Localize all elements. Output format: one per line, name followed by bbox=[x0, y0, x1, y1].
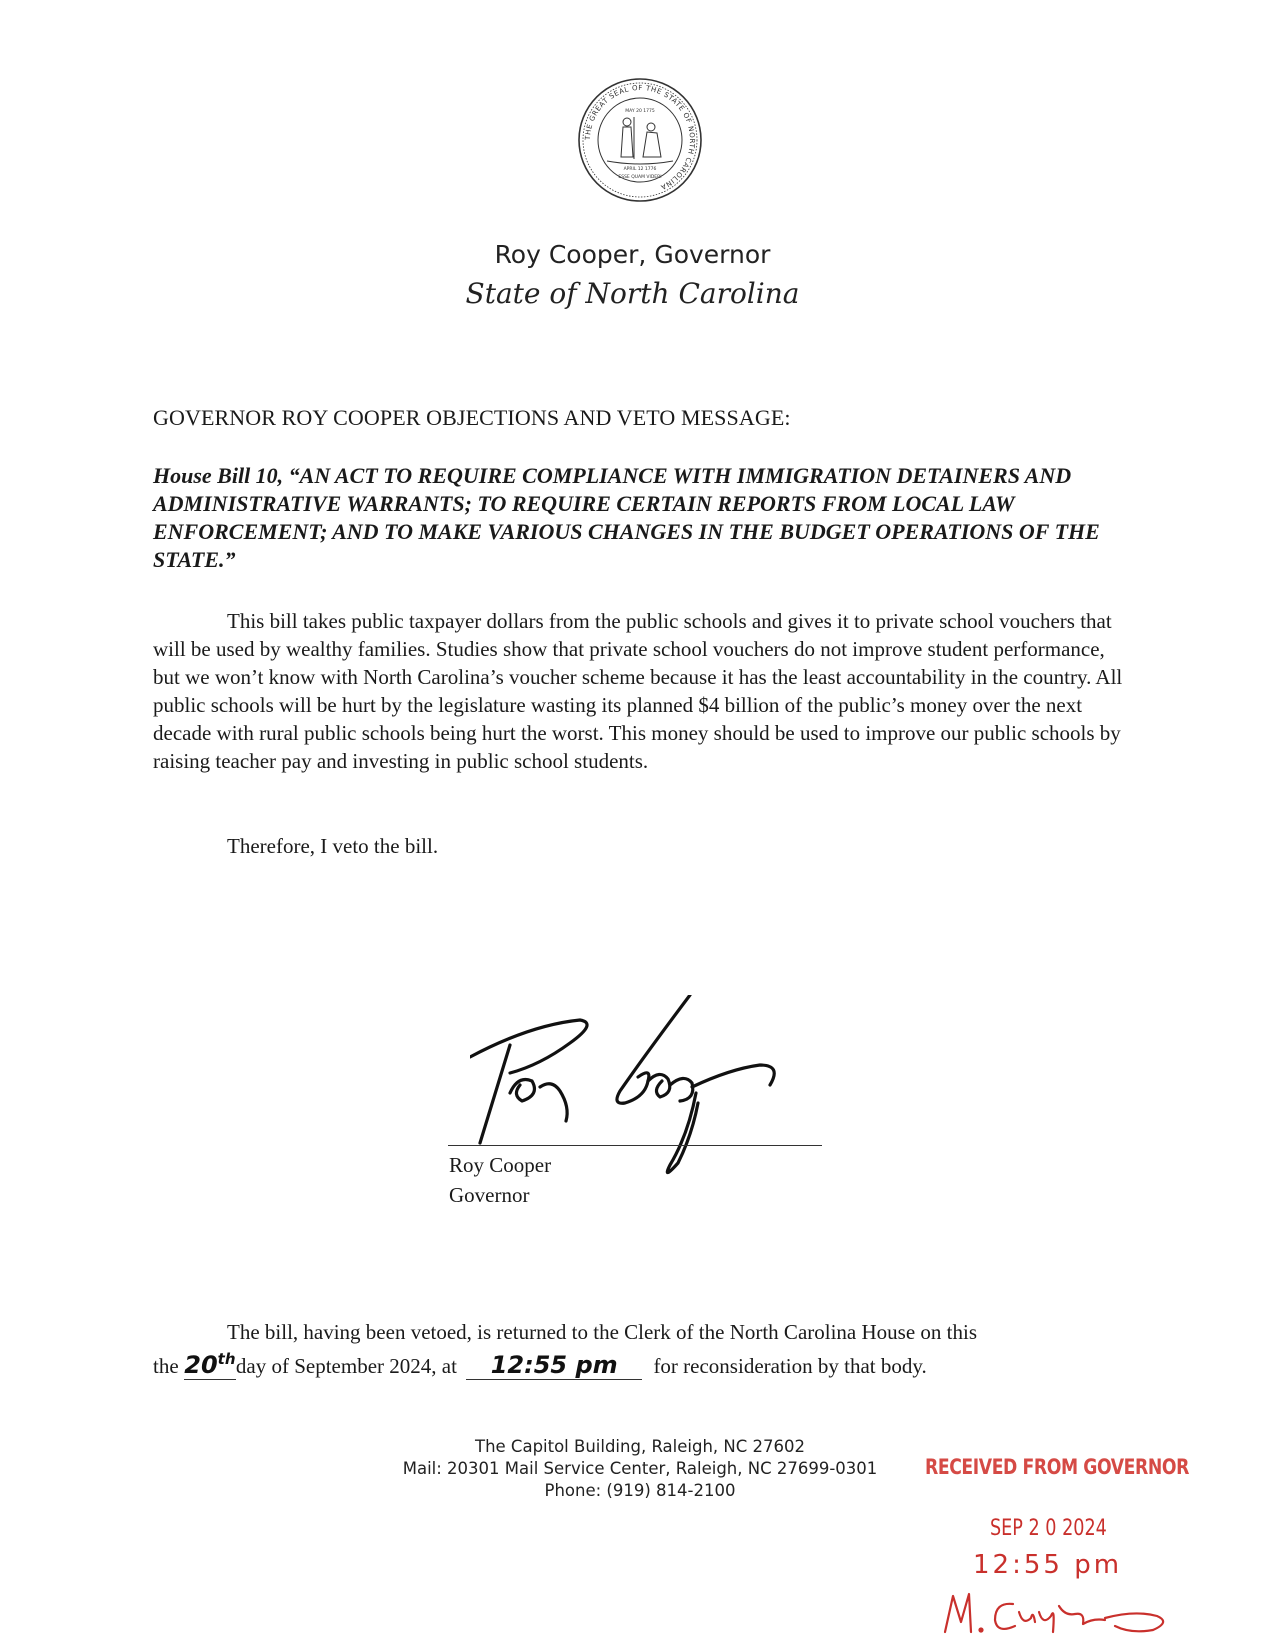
received-stamp-time: 12:55 pm bbox=[973, 1550, 1123, 1580]
bill-title: House Bill 10, “AN ACT TO REQUIRE COMPLIANCE WITH IMMIGRATION DETAINERS AND ADMINISTRATIVE WARRANTS; TO REQUIRE CERTAIN REPORTS FROM LOCAL LAW ENFORCEMENT; AND TO MAKE VARIOUS CHANGES IN THE BUDGET OPERATIONS OF THE STATE.” bbox=[153, 463, 1100, 572]
return-day-number: 20 bbox=[184, 1351, 218, 1379]
received-stamp-date: SEP 2 0 2024 bbox=[990, 1516, 1107, 1541]
footer-address bbox=[340, 1436, 940, 1502]
signer-name: Roy Cooper bbox=[449, 1153, 552, 1177]
veto-statement: Therefore, I veto the bill. bbox=[227, 834, 439, 858]
body-paragraph: This bill takes public taxpayer dollars from the public schools and gives it to private school vouchers that will be used by wealthy families. Studies show that private school vouchers do not improve student performance, but we won’t know with North Carolina’s voucher scheme because it has the least accountability in the country. All public schools will be hurt by the legislature wasting its planned $4 billion of the public’s money over the next decade with rural public schools being hurt the worst. This money should be used to improve our public schools by raising teacher pay and investing in public school students. bbox=[153, 609, 1123, 773]
seal-motto: ESSE QUAM VIDERI bbox=[618, 175, 662, 180]
seal-date-bottom: APRIL 12 1776 bbox=[623, 167, 657, 172]
return-day-suffix: th bbox=[217, 1350, 236, 1368]
signature-line bbox=[448, 1145, 822, 1146]
return-time-field: 12:55 pm bbox=[466, 1351, 642, 1380]
state-seal bbox=[577, 77, 703, 203]
return-end: for reconsideration by that body. bbox=[653, 1354, 927, 1378]
footer-line3: Phone: (919) 814-2100 bbox=[544, 1481, 736, 1500]
signature-block bbox=[449, 1150, 551, 1210]
return-the: the bbox=[153, 1354, 179, 1378]
document-heading: GOVERNOR ROY COOPER OBJECTIONS AND VETO MESSAGE: bbox=[153, 405, 791, 430]
clerk-initials bbox=[935, 1582, 1195, 1638]
letterhead-state: State of North Carolina bbox=[465, 277, 800, 310]
footer-line2: Mail: 20301 Mail Service Center, Raleigh, NC 27699-0301 bbox=[402, 1459, 878, 1478]
signer-title: Governor bbox=[449, 1183, 530, 1207]
return-day-field bbox=[184, 1350, 236, 1380]
received-stamp: RECEIVED FROM GOVERNOR bbox=[925, 1455, 1189, 1479]
letterhead-governor: Roy Cooper, Governor bbox=[494, 240, 771, 269]
governor-signature bbox=[470, 995, 830, 1175]
seal-date-top: MAY 20 1775 bbox=[625, 109, 655, 114]
footer-line1: The Capitol Building, Raleigh, NC 27602 bbox=[475, 1437, 805, 1456]
return-middle: day of September 2024, at bbox=[235, 1354, 457, 1378]
seal-outer-text: THE GREAT SEAL OF THE STATE OF NORTH CAROLINA bbox=[583, 83, 697, 192]
return-statement-line1: The bill, having been vetoed, is returned to the Clerk of the North Carolina House on this bbox=[227, 1320, 977, 1344]
return-statement-line2 bbox=[153, 1350, 927, 1380]
